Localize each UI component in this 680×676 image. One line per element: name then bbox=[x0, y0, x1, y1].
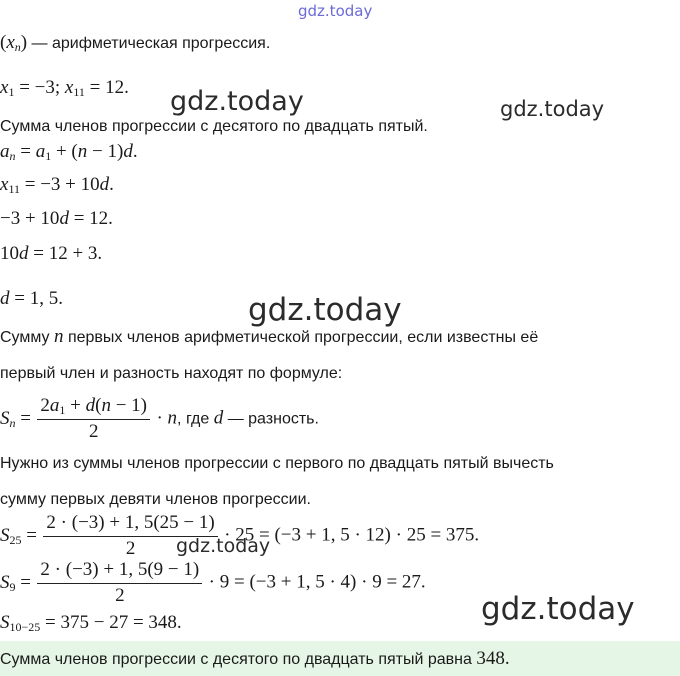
statement-text: — арифметическая прогрессия. bbox=[31, 35, 271, 52]
equation-step: 10d = 12 + 3. bbox=[0, 243, 103, 264]
sum-formula: $S_n$ = $\frac{2a_1 + d(n - 1)}{2}$ · n, где d — разность. bbox=[0, 395, 319, 442]
answer-text: Сумма членов прогрессии с десятого по двадцать пятый равна bbox=[0, 651, 472, 668]
sum-s25: $S_{25}$ = $\frac{2 \cdot (-3) + 1, 5(25 - 1)}{2}$ · 25 = (−3 + 1, 5 · 12) · 25 = 375. bbox=[0, 512, 480, 559]
task-text: Сумма членов прогрессии с десятого по двадцать пятый. bbox=[0, 118, 428, 135]
watermark-top: gdz.today bbox=[298, 2, 373, 20]
progression-statement: $(x_n)$ — арифметическая прогрессия. bbox=[0, 32, 271, 54]
sum-formula-intro: Сумму n первых членов арифметической прогрессии, если известны её bbox=[0, 326, 539, 347]
equation-x11: $x_{11} = -3 + 10d$. bbox=[0, 174, 114, 196]
answer-box bbox=[0, 641, 680, 676]
watermark: gdz.today bbox=[481, 591, 635, 627]
watermark: gdz.today bbox=[176, 535, 271, 557]
solution-plan: Нужно из суммы членов прогрессии с первого по двадцать пятый вычесть bbox=[0, 455, 554, 472]
difference-value: d = 1, 5. bbox=[0, 288, 63, 309]
watermark: gdz.today bbox=[248, 292, 402, 328]
sum-formula-intro-cont: первый член и разность находят по формуле: bbox=[0, 365, 343, 382]
sum-s10-25: $S_{10-25} = 375 - 27 = 348$. bbox=[0, 612, 182, 634]
watermark: gdz.today bbox=[500, 97, 605, 121]
answer-value: 348. bbox=[476, 648, 510, 669]
equation-step: −3 + 10d = 12. bbox=[0, 208, 113, 229]
solution-plan-cont: сумму первых девяти членов прогрессии. bbox=[0, 491, 311, 508]
given-values: $x_1 = -3$; $x_{11} = 12$. bbox=[0, 77, 129, 99]
formula-nth-term: $a_n = a_1 + (n - 1)d$. bbox=[0, 141, 138, 163]
sum-s9: $S_9$ = $\frac{2 \cdot (-3) + 1, 5(9 - 1)}{2}$ · 9 = (−3 + 1, 5 · 4) · 9 = 27. bbox=[0, 559, 426, 606]
watermark: gdz.today bbox=[170, 86, 304, 117]
